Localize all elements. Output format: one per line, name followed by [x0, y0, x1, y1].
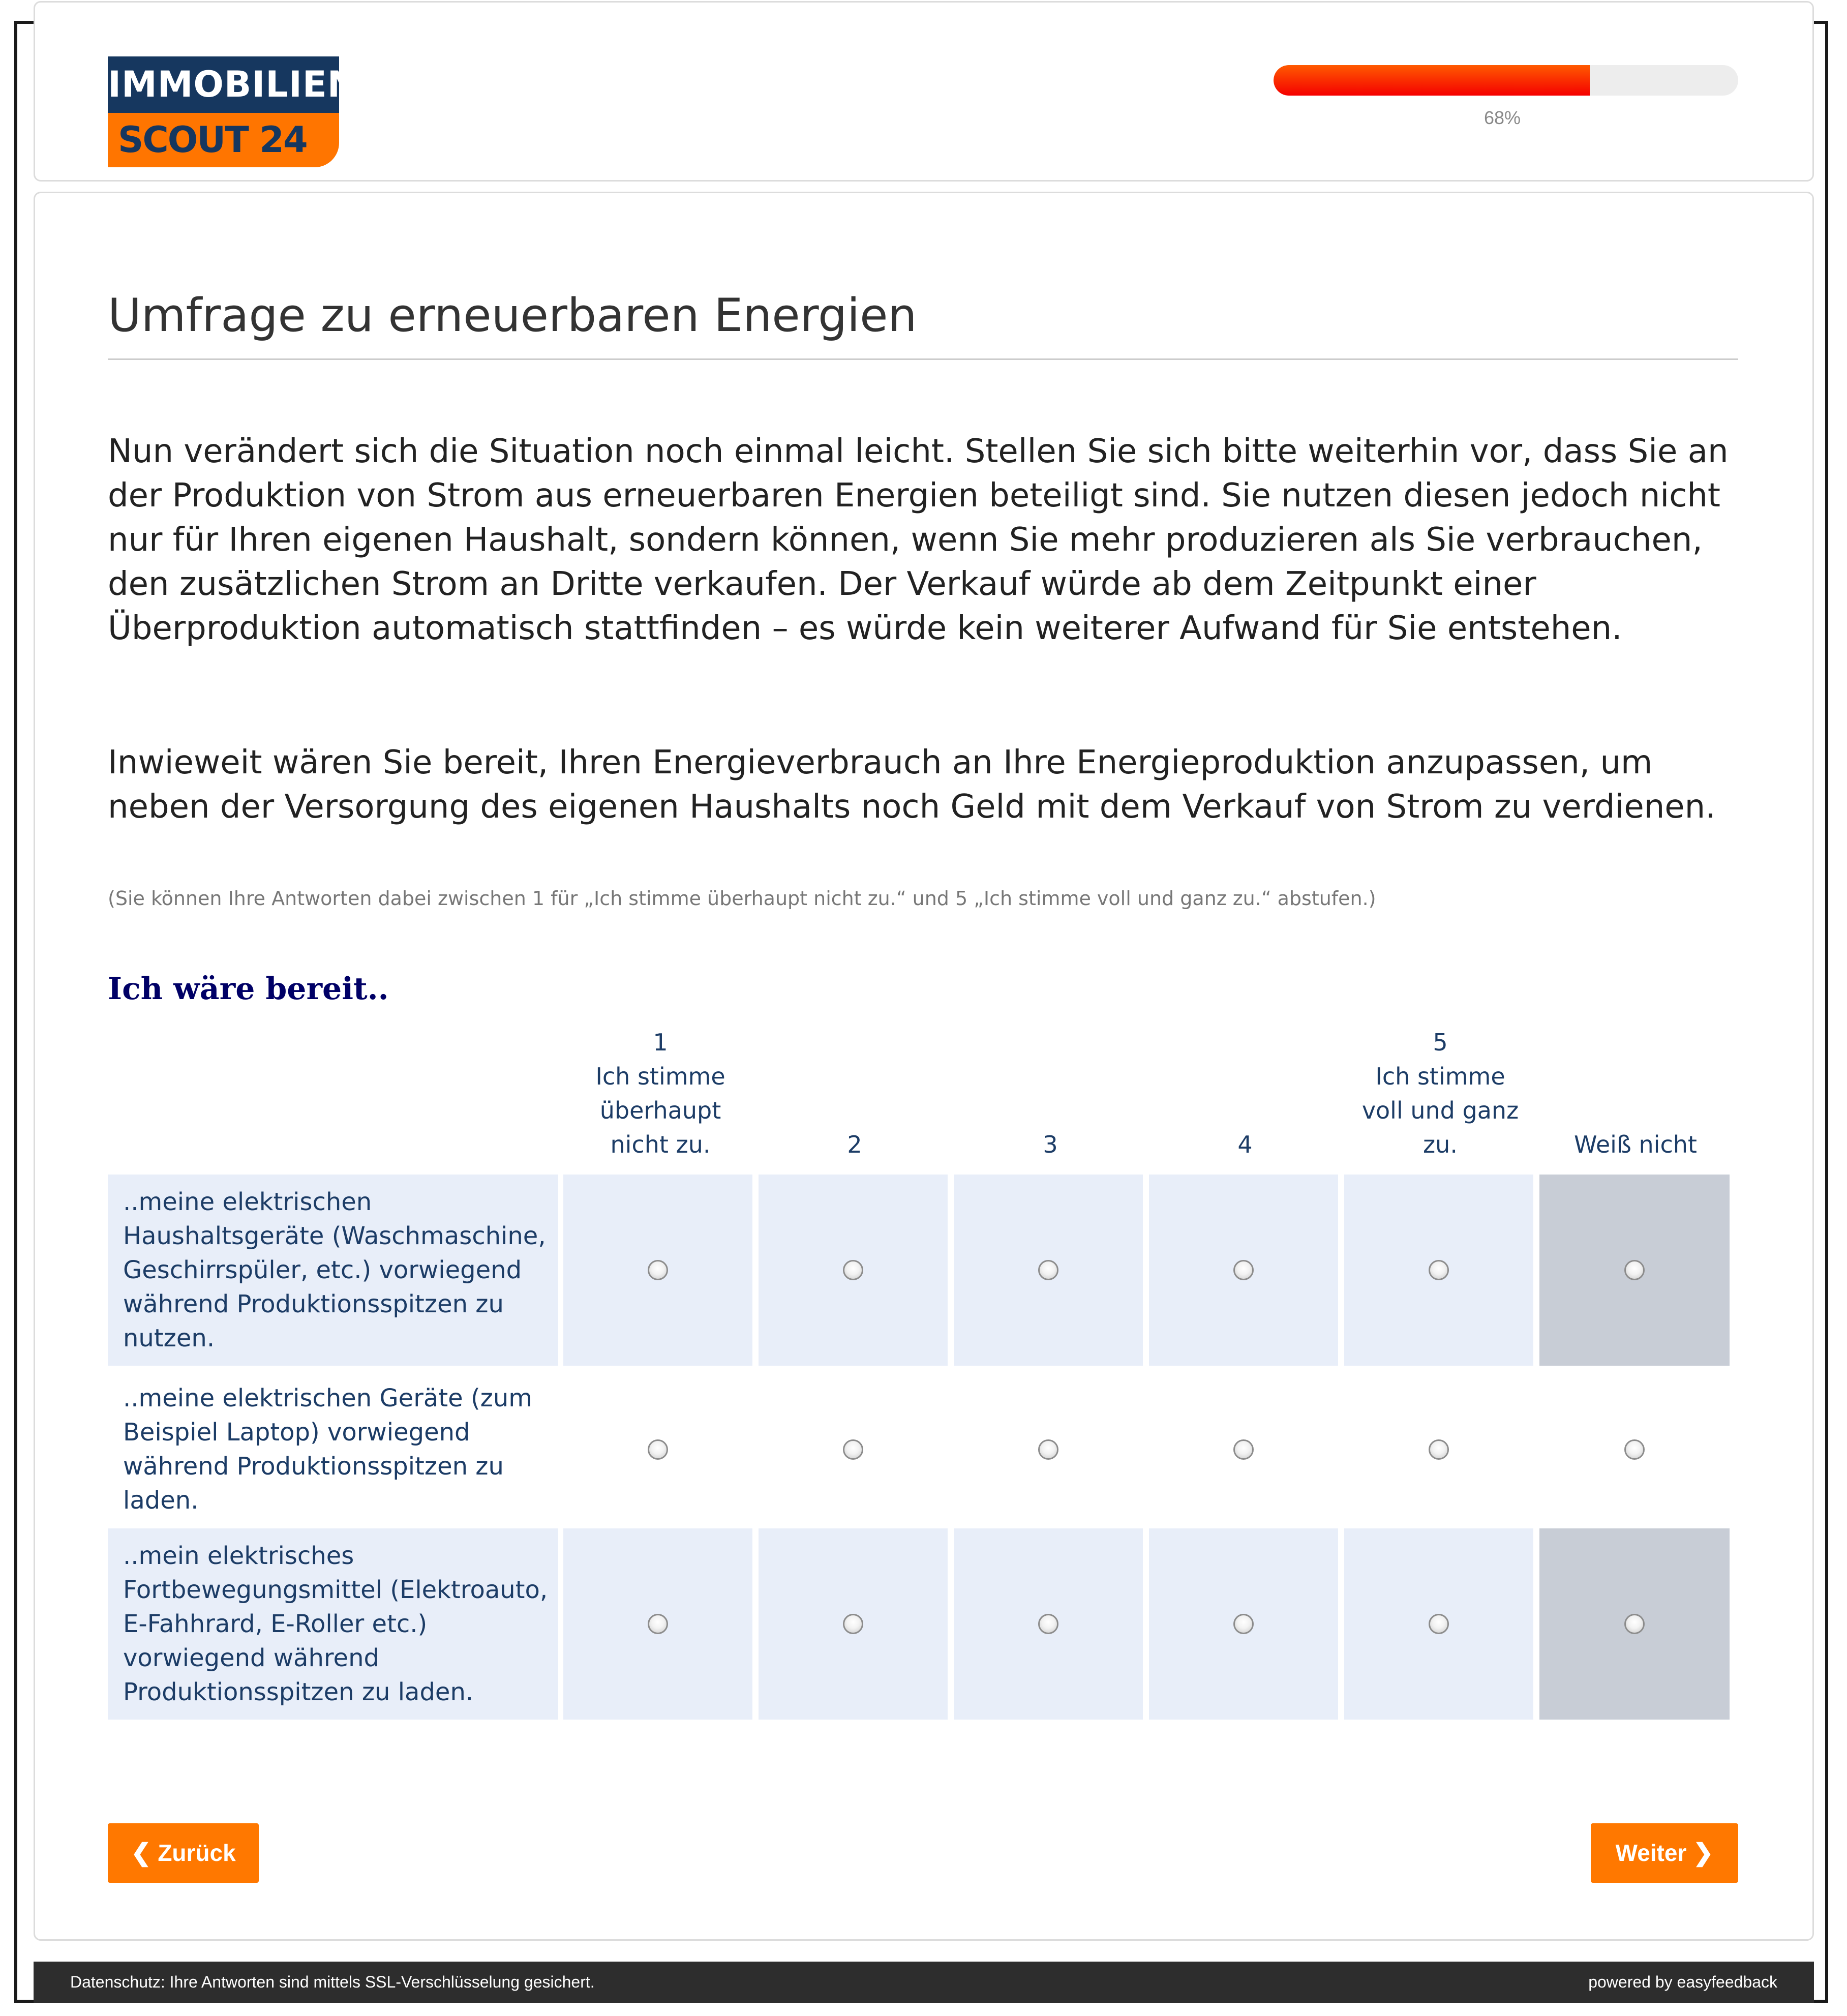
matrix-cell: [1149, 1528, 1338, 1720]
radio-row3-dont-know[interactable]: [1624, 1614, 1645, 1634]
column-header-line: nicht zu.: [610, 1131, 711, 1158]
matrix-cell: [954, 1175, 1143, 1366]
logo-line-2: SCOUT 24: [108, 113, 339, 167]
radio-row2-col5[interactable]: [1429, 1439, 1449, 1460]
scale-hint: (Sie können Ihre Antworten dabei zwischen 1 für „Ich stimme überhaupt nicht zu.“ und 5 „Ich stimme voll und ganz zu.“ abstufen.): [108, 887, 1376, 910]
radio-row2-col1[interactable]: [648, 1439, 668, 1460]
powered-by[interactable]: powered by easyfeedback: [1588, 1973, 1777, 1991]
matrix-cell: [1344, 1371, 1533, 1528]
matrix-cell: [1149, 1175, 1338, 1366]
radio-row2-dont-know[interactable]: [1624, 1439, 1645, 1460]
matrix-cell: [1149, 1371, 1338, 1528]
matrix-cell: [563, 1528, 752, 1720]
progress-label: 68%: [1483, 107, 1521, 128]
chevron-right-icon: ❯: [1693, 1840, 1714, 1867]
column-header-line: überhaupt: [599, 1097, 721, 1124]
radio-row3-col4[interactable]: [1233, 1614, 1254, 1634]
column-header-3: [956, 1025, 1145, 1162]
column-header-line: zu.: [1423, 1131, 1458, 1158]
radio-row3-col2[interactable]: [843, 1614, 863, 1634]
matrix-cell: [759, 1528, 948, 1720]
matrix-cell: [954, 1371, 1143, 1528]
column-header-line: 1: [653, 1029, 668, 1056]
progress-bar-fill: [1274, 65, 1590, 96]
column-header-2: [760, 1025, 949, 1162]
radio-row1-col5[interactable]: [1429, 1260, 1449, 1280]
matrix-cell: [1539, 1175, 1730, 1366]
column-header-dont-know: [1541, 1025, 1730, 1162]
intro-text: Nun verändert sich die Situation noch einmal leicht. Stellen Sie sich bitte weiterhin vor, dass Sie an der Produktion von Strom aus erneuerbaren Energien beteiligt sind. Sie nutzen diesen jedoch nicht nur für Ihren eigenen Haushalt, sondern können, wenn Sie mehr produzieren als Sie verbrauchen, den zusätzlichen Strom an Dritte verkaufen. Der Verkauf würde ab dem Zeitpunkt einer Überproduktion automatisch stattfinden – es würde kein weiterer Aufwand für Sie entstehen.: [108, 433, 1729, 647]
column-header-1: [566, 1025, 755, 1162]
column-header-line: 2: [847, 1131, 862, 1158]
title-divider: [108, 358, 1738, 360]
matrix-cell: [759, 1371, 948, 1528]
footer-bar: [34, 1962, 1814, 2003]
column-header-line: 5: [1433, 1029, 1448, 1056]
matrix-row-label-1: ..meine elektrischen Haushaltsgeräte (Waschmaschine, Geschirrspüler, etc.) vorwiegend während Produktionsspitzen zu nutzen.: [108, 1175, 558, 1366]
radio-row1-col1[interactable]: [648, 1260, 668, 1280]
next-button[interactable]: [1591, 1823, 1738, 1883]
brand-logo: [108, 56, 358, 167]
radio-row1-dont-know[interactable]: [1624, 1260, 1645, 1280]
matrix-row-label-3: ..mein elektrisches Fortbewegungsmittel (Elektroauto, E-Fahhrard, E-Roller etc.) vorwiegend während Produktionsspitzen zu laden.: [108, 1528, 558, 1720]
column-header-line: Ich stimme: [595, 1063, 725, 1090]
privacy-note: Datenschutz: Ihre Antworten sind mittels SSL-Verschlüsselung gesichert.: [70, 1973, 595, 1991]
matrix-cell: [563, 1371, 752, 1528]
radio-row2-col4[interactable]: [1233, 1439, 1254, 1460]
radio-row3-col1[interactable]: [648, 1614, 668, 1634]
column-header-line: 4: [1237, 1131, 1253, 1158]
radio-row3-col3[interactable]: [1038, 1614, 1058, 1634]
column-header-5: [1346, 1025, 1535, 1162]
matrix-cell: [1344, 1528, 1533, 1720]
matrix-cell: [759, 1175, 948, 1366]
matrix-cell: [1344, 1175, 1533, 1366]
radio-row1-col2[interactable]: [843, 1260, 863, 1280]
radio-row2-col3[interactable]: [1038, 1439, 1058, 1460]
radio-row2-col2[interactable]: [843, 1439, 863, 1460]
column-header-line: voll und ganz: [1361, 1097, 1519, 1124]
matrix-cell: [954, 1528, 1143, 1720]
matrix-cell: [1539, 1371, 1730, 1528]
column-header-line: Ich stimme: [1375, 1063, 1505, 1090]
logo-line-1: IMMOBILIEN: [108, 56, 339, 113]
next-button-label: Weiter: [1615, 1840, 1687, 1866]
question-text: Inwieweit wären Sie bereit, Ihren Energieverbrauch an Ihre Energieproduktion anzupassen, um neben der Versorgung des eigenen Haushalts noch Geld mit dem Verkauf von Strom zu verdienen.: [108, 744, 1716, 826]
chevron-left-icon: ❮: [131, 1840, 152, 1867]
radio-row1-col3[interactable]: [1038, 1260, 1058, 1280]
matrix-row-label-2: ..meine elektrischen Geräte (zum Beispiel Laptop) vorwiegend während Produktionsspitzen zu laden.: [123, 1384, 533, 1515]
back-button-label: Zurück: [158, 1840, 236, 1866]
column-header-line: 3: [1043, 1131, 1058, 1158]
radio-row3-col5[interactable]: [1429, 1614, 1449, 1634]
radio-row1-col4[interactable]: [1233, 1260, 1254, 1280]
back-button[interactable]: [108, 1823, 259, 1883]
column-header-line: Weiß nicht: [1574, 1131, 1697, 1158]
matrix-cell: [563, 1175, 752, 1366]
matrix-heading: Ich wäre bereit..: [108, 971, 389, 1007]
column-header-4: [1150, 1025, 1340, 1162]
matrix-cell: [1539, 1528, 1730, 1720]
progress-bar: [1274, 65, 1738, 96]
page-title: Umfrage zu erneuerbaren Energien: [108, 289, 917, 342]
